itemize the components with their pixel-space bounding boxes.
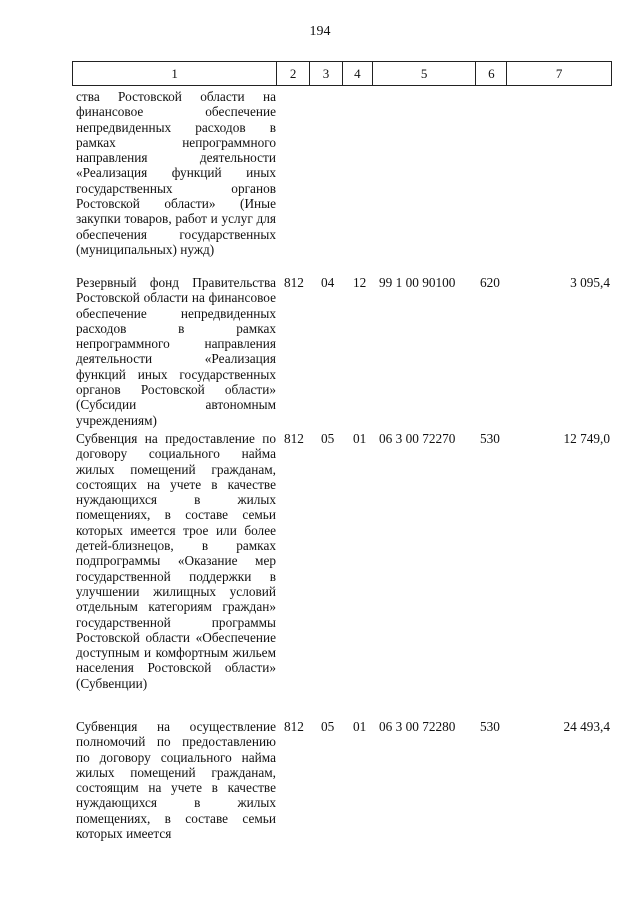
page-number: 194 (309, 24, 331, 39)
header-col-5: 5 (373, 62, 477, 85)
row-amount: 12 749,0 (563, 431, 610, 446)
row-target-code: 06 3 00 72270 (379, 431, 456, 446)
row-description: ства Ростовской области на финансовое обеспечение непредвиденных расходов в рамках непрограммного направления деятельности «Реализация функций иных государственных органов Ростовской области» (Иные закупки товаров, работ и услуг для обеспечения государственных (муниципальных) нужд) (76, 89, 276, 257)
table-row (76, 89, 612, 257)
header-col-6: 6 (476, 62, 507, 85)
table-row (76, 719, 612, 841)
row-subsection-code: 01 (353, 431, 367, 446)
header-col-3: 3 (310, 62, 343, 85)
header-col-7: 7 (555, 66, 563, 81)
row-amount: 3 095,4 (570, 275, 610, 290)
row-description: Субвенция на предоставление по договору социального найма жилых помещений гражданам, состоящих на учете в качестве нуждающихся в жилых помещениях, в составе семьи которых имеется трое или более детей-близнецов, в рамках подпрограммы «Оказание мер государственной поддержки в улучшении жилищных условий отдельным категориям граждан» государственной программы Ростовской области «Обеспечение доступным и комфортным жильем населения Ростовской области» (Субвенции) (76, 431, 276, 691)
header-col-4: 4 (343, 62, 373, 85)
table-row (76, 275, 612, 428)
row-subsection-code: 01 (353, 719, 367, 734)
row-section-code: 05 (321, 719, 335, 734)
row-subsection-code: 12 (353, 275, 367, 290)
row-expense-type: 530 (480, 719, 500, 734)
row-grbs-code: 812 (284, 719, 304, 734)
row-section-code: 04 (321, 275, 335, 290)
row-grbs-code: 812 (284, 431, 304, 446)
header-col-1: 1 (73, 62, 277, 85)
row-description: Резервный фонд Правительства Ростовской области на финансовое обеспечение непредвиденных расходов в рамках непрограммного направления деятельности «Реализация функций иных государственных органов Ростовской области» (Субсидии автономным учреждениям) (76, 275, 276, 428)
table-row (76, 431, 612, 691)
header-col-2: 2 (277, 62, 310, 85)
row-amount: 24 493,4 (563, 719, 610, 734)
row-expense-type: 620 (480, 275, 500, 290)
row-grbs-code: 812 (284, 275, 304, 290)
row-target-code: 99 1 00 90100 (379, 275, 456, 290)
table-header (72, 61, 612, 86)
row-description: Субвенция на осуществление полномочий по предоставлению по договору социального найма жилых помещений гражданам, состоящим на учете в качестве нуждающихся в жилых помещениях, в составе семьи которых имеется (76, 719, 276, 842)
row-expense-type: 530 (480, 431, 500, 446)
row-section-code: 05 (321, 431, 335, 446)
row-target-code: 06 3 00 72280 (379, 719, 456, 734)
